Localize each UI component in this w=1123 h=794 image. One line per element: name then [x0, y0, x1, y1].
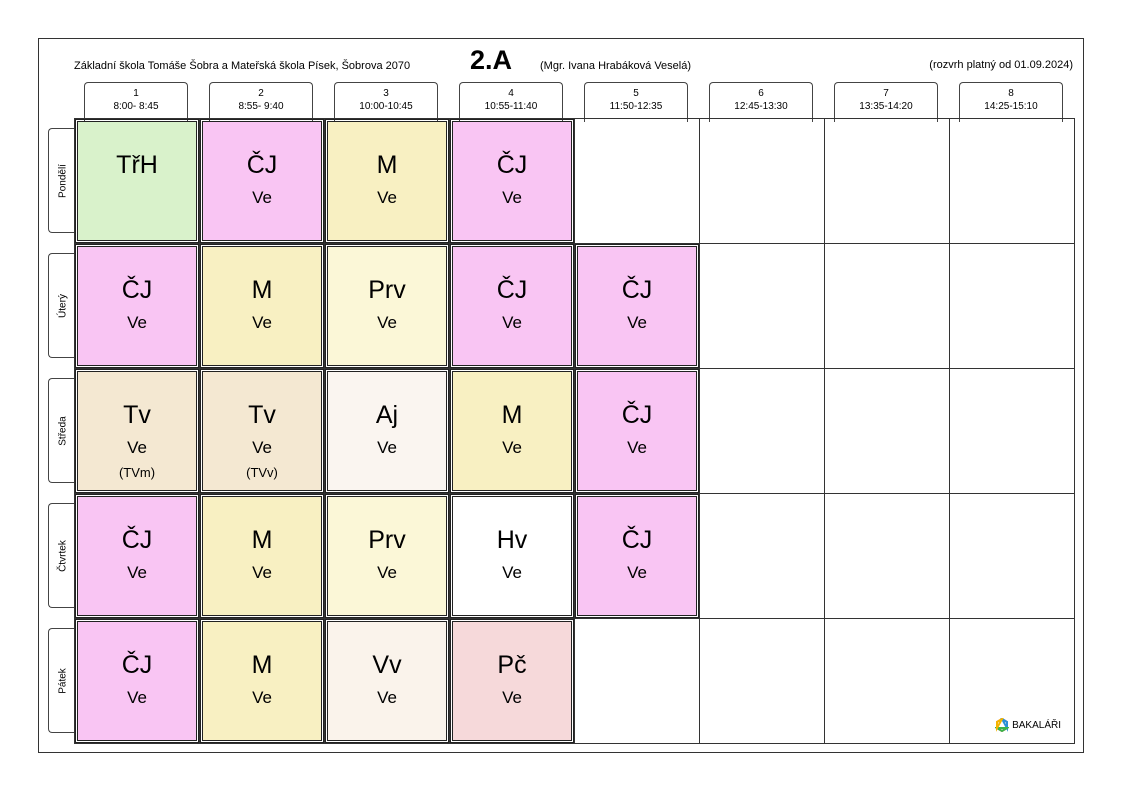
day-label-2 — [48, 253, 76, 358]
day-label-1 — [48, 128, 76, 233]
day-label-3 — [48, 378, 76, 483]
period-header-1 — [84, 82, 188, 122]
lesson-teacher: Ve — [377, 188, 397, 207]
lesson-subject: Vv — [372, 651, 402, 679]
lesson-subject: ČJ — [121, 526, 153, 554]
lesson-teacher: Ve — [502, 188, 522, 207]
lesson-teacher: Ve — [377, 688, 397, 707]
lesson-cell[interactable] — [327, 371, 447, 491]
lesson-teacher: Ve — [127, 688, 147, 707]
lesson-group: (TVv) — [246, 465, 278, 480]
lesson-teacher: Ve — [127, 438, 147, 457]
period-time: 8:00- 8:45 — [113, 101, 159, 112]
lesson-subject: ČJ — [621, 401, 653, 429]
lesson-cell[interactable] — [577, 496, 697, 616]
lesson-teacher: Ve — [377, 438, 397, 457]
period-header-5 — [584, 82, 688, 122]
lesson-subject: ČJ — [496, 151, 528, 179]
lesson-cell[interactable] — [77, 496, 197, 616]
period-number: 1 — [133, 88, 139, 99]
lesson-teacher: Ve — [252, 563, 272, 582]
period-number: 5 — [633, 88, 639, 99]
lesson-cell[interactable] — [77, 246, 197, 366]
lesson-cell[interactable] — [327, 246, 447, 366]
lesson-cell[interactable] — [202, 121, 322, 241]
lesson-cell[interactable] — [202, 621, 322, 741]
grid-row-divider — [75, 368, 1074, 369]
lesson-subject: Prv — [368, 276, 406, 304]
period-time: 13:35-14:20 — [859, 101, 913, 112]
lesson-cell[interactable] — [202, 496, 322, 616]
period-time: 10:00-10:45 — [359, 101, 413, 112]
period-time: 8:55- 9:40 — [238, 101, 284, 112]
lesson-teacher: Ve — [127, 313, 147, 332]
lesson-subject: ČJ — [246, 151, 278, 179]
period-header-6 — [709, 82, 813, 122]
lesson-subject: M — [251, 651, 273, 679]
lesson-subject: ČJ — [621, 526, 653, 554]
day-name: Čtvrtek — [57, 539, 68, 572]
class-teacher: (Mgr. Ivana Hrabáková Veselá) — [540, 60, 692, 72]
lesson-teacher: Ve — [627, 438, 647, 457]
lesson-teacher: Ve — [502, 438, 522, 457]
lesson-teacher: Ve — [377, 563, 397, 582]
period-header-3 — [334, 82, 438, 122]
lesson-teacher: Ve — [502, 688, 522, 707]
lesson-cell[interactable] — [202, 246, 322, 366]
lesson-subject: Pč — [497, 651, 527, 679]
period-time: 12:45-13:30 — [734, 101, 788, 112]
period-time: 10:55-11:40 — [484, 101, 538, 112]
lesson-cell[interactable] — [327, 121, 447, 241]
lesson-group: (TVm) — [118, 465, 156, 480]
period-number: 6 — [758, 88, 764, 99]
day-label-5 — [48, 628, 76, 733]
lesson-teacher: Ve — [377, 313, 397, 332]
period-header-8 — [959, 82, 1063, 122]
lesson-subject: ČJ — [121, 276, 153, 304]
lesson-cell[interactable] — [77, 621, 197, 741]
period-number: 2 — [258, 88, 264, 99]
lesson-teacher: Ve — [252, 313, 272, 332]
valid-from: (rozvrh platný od 01.09.2024) — [929, 59, 1073, 71]
period-time: 14:25-15:10 — [984, 101, 1038, 112]
lesson-teacher: Ve — [252, 438, 272, 457]
lesson-cell[interactable] — [452, 371, 572, 491]
lesson-cell[interactable] — [577, 246, 697, 366]
lesson-subject: TřH — [116, 151, 158, 179]
lesson-subject: M — [251, 526, 273, 554]
lesson-teacher: Ve — [502, 313, 522, 332]
class-name: 2.A — [470, 45, 513, 75]
period-number: 4 — [508, 88, 514, 99]
day-name: Pondělí — [57, 163, 68, 198]
lesson-cell[interactable] — [452, 496, 572, 616]
timetable-grid — [74, 118, 1075, 744]
period-number: 8 — [1008, 88, 1014, 99]
lesson-subject: M — [376, 151, 398, 179]
period-header-4 — [459, 82, 563, 122]
lesson-subject: Tv — [123, 401, 151, 429]
grid-column-divider — [324, 119, 325, 743]
grid-row-divider — [75, 493, 1074, 494]
lesson-cell[interactable] — [577, 371, 697, 491]
lesson-cell[interactable] — [327, 496, 447, 616]
day-name: Středa — [57, 415, 68, 446]
lesson-cell[interactable] — [452, 246, 572, 366]
bakalari-logo — [995, 718, 1061, 732]
day-label-4 — [48, 503, 76, 608]
grid-column-divider — [449, 119, 450, 743]
period-number: 3 — [383, 88, 389, 99]
period-time: 11:50-12:35 — [609, 101, 663, 112]
lesson-teacher: Ve — [627, 313, 647, 332]
lesson-subject: ČJ — [621, 276, 653, 304]
lesson-teacher: Ve — [127, 563, 147, 582]
lesson-subject: Prv — [368, 526, 406, 554]
day-name: Pátek — [57, 667, 68, 694]
grid-row-divider — [75, 243, 1074, 244]
period-number: 7 — [883, 88, 889, 99]
lesson-cell[interactable] — [77, 121, 197, 241]
lesson-cell[interactable] — [77, 371, 197, 491]
lesson-subject: M — [251, 276, 273, 304]
lesson-subject: Aj — [375, 401, 399, 429]
lesson-teacher: Ve — [252, 688, 272, 707]
lesson-subject: ČJ — [121, 651, 153, 679]
lesson-cell[interactable] — [452, 621, 572, 741]
grid-column-divider — [199, 119, 200, 743]
period-header-2 — [209, 82, 313, 122]
lesson-cell[interactable] — [327, 621, 447, 741]
grid-column-divider — [574, 119, 575, 743]
grid-column-divider — [949, 119, 950, 743]
lesson-teacher: Ve — [252, 188, 272, 207]
period-header-7 — [834, 82, 938, 122]
bakalari-logo-text: BAKALÁŘI — [1012, 719, 1061, 731]
lesson-subject: M — [501, 401, 523, 429]
lesson-cell[interactable] — [452, 121, 572, 241]
lesson-subject: Hv — [496, 526, 528, 554]
lesson-teacher: Ve — [627, 563, 647, 582]
grid-row-divider — [75, 618, 1074, 619]
grid-column-divider — [699, 119, 700, 743]
school-name: Základní škola Tomáše Šobra a Mateřská škola Písek, Šobrova 2070 — [74, 60, 411, 72]
grid-column-divider — [824, 119, 825, 743]
lesson-subject: ČJ — [496, 276, 528, 304]
lesson-subject: Tv — [248, 401, 276, 429]
bakalari-logo-icon — [995, 718, 1009, 732]
lesson-teacher: Ve — [502, 563, 522, 582]
day-name: Úterý — [57, 293, 68, 318]
lesson-cell[interactable] — [202, 371, 322, 491]
